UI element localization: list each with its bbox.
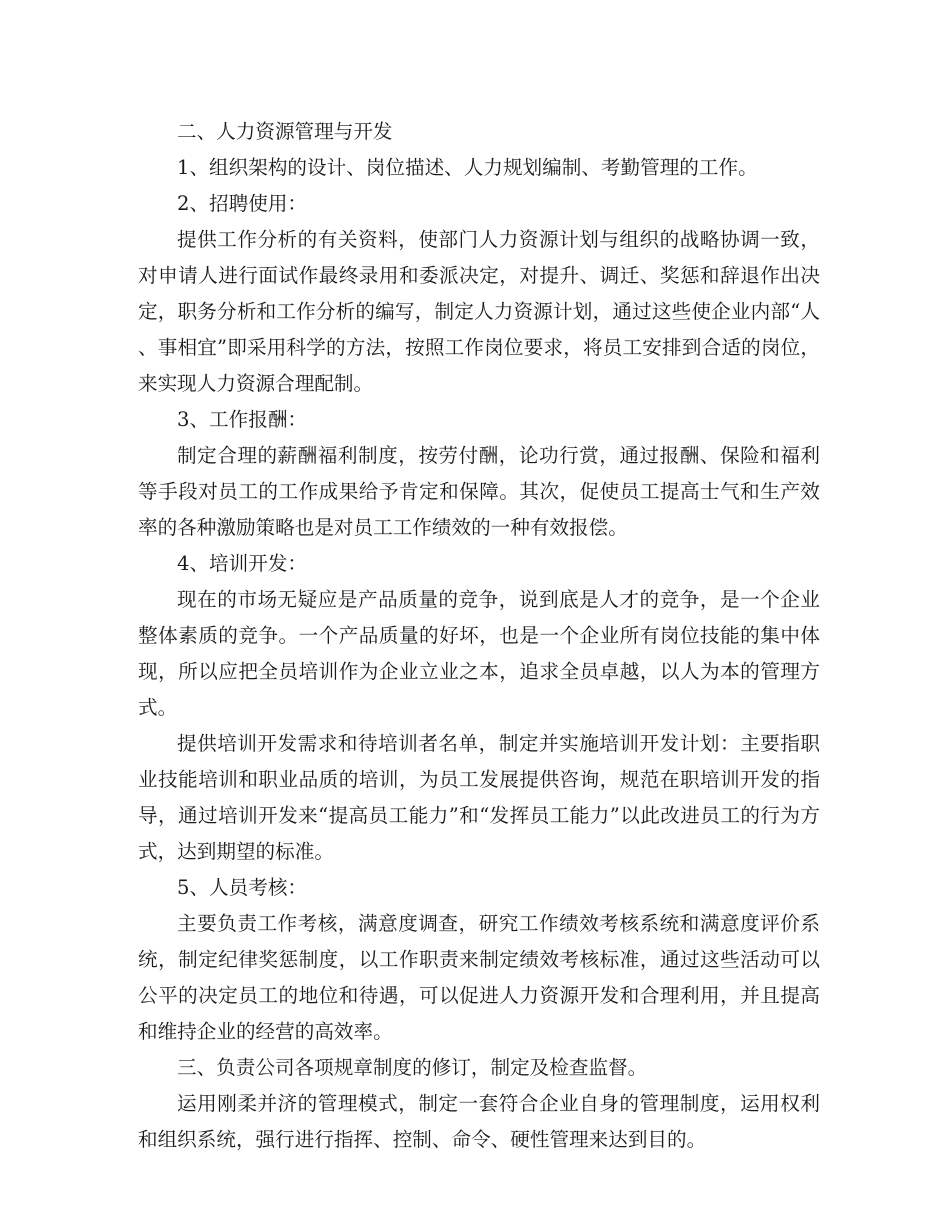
item-org-structure: 1、组织架构的设计、岗位描述、人力规划编制、考勤管理的工作。: [177, 156, 758, 179]
item-heading-training: 4、培训开发：: [177, 552, 308, 575]
paragraph-training-market: 现在的市场无疑应是产品质量的竞争，说到底是人才的竞争，是一个企业整体素质的竞争。一个产品质量的好坏，也是一个企业所有岗位技能的集中体现，所以应把全员培训作为企业立业之本，追求全员卓越，以人为本的管理方式。: [138, 588, 820, 719]
paragraph-regulations: 运用刚柔并济的管理模式，制定一套符合企业自身的管理制度，运用权利和组织系统，强行进行指挥、控制、命令、硬性管理来达到目的。: [138, 1092, 820, 1151]
document-body: [138, 114, 820, 1158]
section-heading-hr-management: 二、人力资源管理与开发: [177, 120, 393, 143]
item-heading-assessment: 5、人员考核：: [177, 876, 308, 899]
section-heading-regulations: 三、负责公司各项规章制度的修订，制定及检查监督。: [177, 1056, 648, 1079]
item-heading-compensation: 3、工作报酬：: [177, 408, 308, 431]
paragraph-recruitment: 提供工作分析的有关资料，使部门人力资源计划与组织的战略协调一致，对申请人进行面试作最终录用和委派决定，对提升、调迁、奖惩和辞退作出决定，职务分析和工作分析的编写，制定人力资源计划，通过这些使企业内部“人、事相宜”即采用科学的方法，按照工作岗位要求，将员工安排到合适的岗位，来实现人力资源合理配制。: [138, 228, 820, 395]
paragraph-compensation: 制定合理的薪酬福利制度，按劳付酬，论功行赏，通过报酬、保险和福利等手段对员工的工作成果给予肯定和保障。其次，促使员工提高士气和生产效率的各种激励策略也是对员工工作绩效的一种有效报偿。: [138, 444, 820, 539]
paragraph-assessment: 主要负责工作考核，满意度调查，研究工作绩效考核系统和满意度评价系统，制定纪律奖惩制度，以工作职责来制定绩效考核标准，通过这些活动可以公平的决定员工的地位和待遇，可以促进人力资源开发和合理利用，并且提高和维持企业的经营的高效率。: [138, 912, 820, 1043]
item-heading-recruitment: 2、招聘使用：: [177, 192, 308, 215]
paragraph-training-plan: 提供培训开发需求和待培训者名单，制定并实施培训开发计划：主要指职业技能培训和职业品质的培训，为员工发展提供咨询，规范在职培训开发的指导，通过培训开发来“提高员工能力”和“发挥员工能力”以此改进员工的行为方式，达到期望的标准。: [138, 732, 820, 863]
